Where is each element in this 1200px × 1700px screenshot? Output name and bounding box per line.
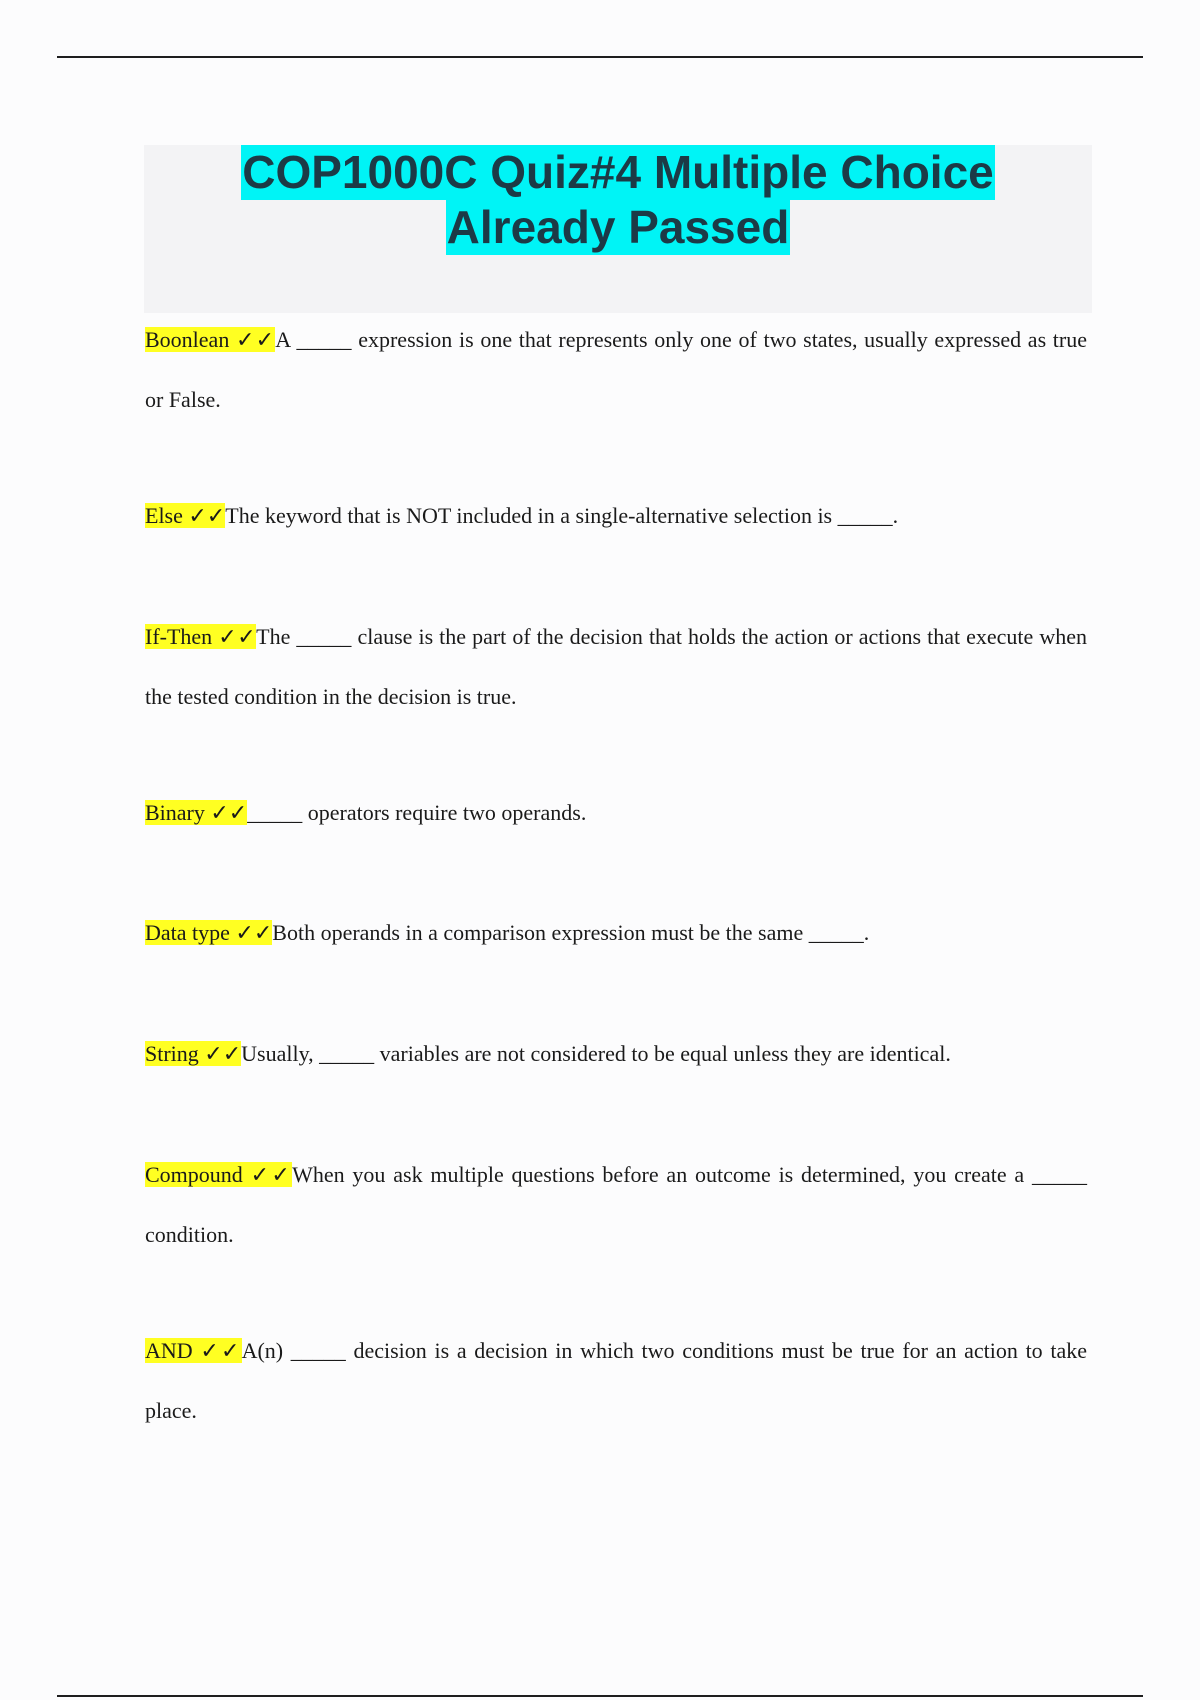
question-text: _____ operators require two operands. xyxy=(247,800,587,825)
answer-term: AND ✓✓ xyxy=(145,1338,242,1363)
answer-term: Else ✓✓ xyxy=(145,503,226,528)
qa-entry xyxy=(145,310,1087,430)
header-rule xyxy=(57,56,1143,58)
answer-term: Binary ✓✓ xyxy=(145,800,248,825)
qa-entry xyxy=(145,486,1087,546)
answer-term: Data type ✓✓ xyxy=(145,920,273,945)
qa-list xyxy=(145,310,1087,1441)
qa-entry xyxy=(145,1024,1087,1084)
document-title xyxy=(144,145,1092,255)
question-text: A _____ expression is one that represents only one of two states, usually expressed as true or False. xyxy=(145,327,1088,412)
answer-term: If-Then ✓✓ xyxy=(145,624,257,649)
qa-entry xyxy=(145,607,1087,727)
question-text: The _____ clause is the part of the decision that holds the action or actions that execute when the tested condition in the decision is true. xyxy=(145,624,1087,709)
qa-entry xyxy=(145,783,1087,843)
qa-entry xyxy=(145,903,1087,963)
footer-rule xyxy=(57,1695,1143,1697)
answer-term: Compound ✓✓ xyxy=(145,1162,293,1187)
question-text: The keyword that is NOT included in a single-alternative selection is _____. xyxy=(225,503,899,528)
answer-term: Boonlean ✓✓ xyxy=(145,327,276,352)
question-text: A(n) _____ decision is a decision in which two conditions must be true for an action to take place. xyxy=(145,1338,1088,1423)
answer-term: String ✓✓ xyxy=(145,1041,242,1066)
question-text: Usually, _____ variables are not considered to be equal unless they are identical. xyxy=(241,1041,951,1066)
question-text: When you ask multiple questions before an outcome is determined, you create a _____ condition. xyxy=(145,1162,1088,1247)
qa-entry xyxy=(145,1145,1087,1265)
title-line-1: COP1000C Quiz#4 Multiple Choice xyxy=(242,146,994,198)
title-line-2: Already Passed xyxy=(446,201,790,253)
question-text: Both operands in a comparison expression must be the same _____. xyxy=(272,920,870,945)
qa-entry xyxy=(145,1321,1087,1441)
